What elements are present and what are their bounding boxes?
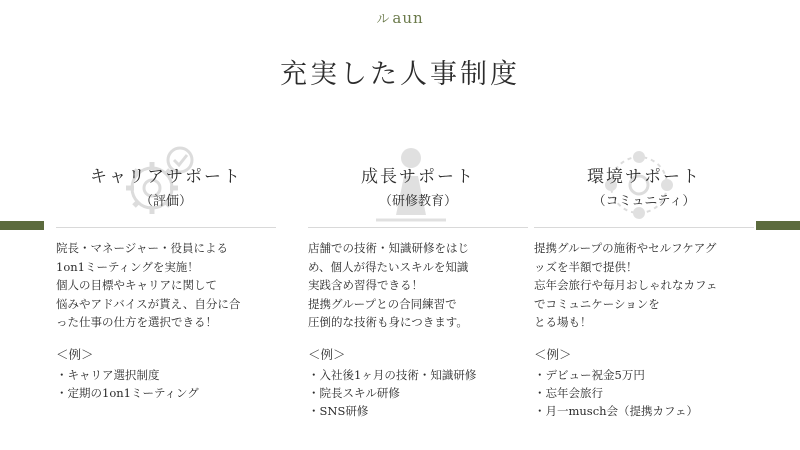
- career-support-column: [56, 140, 276, 402]
- column-heading: キャリアサポート: [90, 167, 242, 187]
- list-item: ・キャリア選択制度: [56, 367, 160, 382]
- growth-support-column: [308, 140, 528, 420]
- column-subheading: （研修教育）: [378, 194, 457, 209]
- environment-support-column: [534, 140, 754, 420]
- examples-title: ＜例＞: [308, 346, 346, 362]
- brand-mark: ル: [376, 12, 391, 27]
- list-item: ・忘年会旅行: [534, 385, 603, 400]
- examples-title: ＜例＞: [56, 346, 94, 362]
- page-title: 充実した人事制度: [280, 59, 520, 90]
- list-item: ・デビュー祝金5万円: [534, 367, 645, 382]
- column-subheading: （コミュニティ）: [592, 194, 696, 209]
- column-subheading: （評価）: [139, 194, 192, 209]
- list-item: ・SNS研修: [308, 403, 369, 418]
- column-description: 院長・マネージャー・役員による 1on1ミーティングを実施！ 個人の目標やキャリアに関して 悩みやアドバイスが貰え、自分に合 った仕事の仕方を選択できる！: [56, 241, 241, 329]
- column-heading: 成長サポート: [361, 167, 475, 187]
- column-heading: 環境サポート: [587, 167, 701, 187]
- examples-title: ＜例＞: [534, 346, 572, 362]
- column-description: 提携グループの施術やセルフケアグ ッズを半額で提供！ 忘年会旅行や毎月おしゃれなカフェ でコミュニケーションを とる場も！: [534, 241, 718, 329]
- column-description: 店舗での技術・知識研修をはじ め、個人が得たいスキルを知識 実践含め習得できる！ 提携グループとの合同練習で 圧倒的な技術も身につきます。: [308, 241, 469, 329]
- examples-list: [56, 366, 276, 402]
- list-item: ・入社後1ヶ月の技術・知識研修: [308, 367, 477, 382]
- brand-name: aun: [392, 9, 424, 27]
- examples-list: [534, 366, 754, 420]
- brand-logo: [0, 8, 800, 27]
- accent-bar-right: [756, 221, 800, 230]
- list-item: ・院長スキル研修: [308, 385, 400, 400]
- list-item: ・定期の1on1ミーティング: [56, 385, 199, 400]
- examples-list: [308, 366, 528, 420]
- accent-bar-left: [0, 221, 44, 230]
- list-item: ・月一musch会（提携カフェ）: [534, 403, 698, 418]
